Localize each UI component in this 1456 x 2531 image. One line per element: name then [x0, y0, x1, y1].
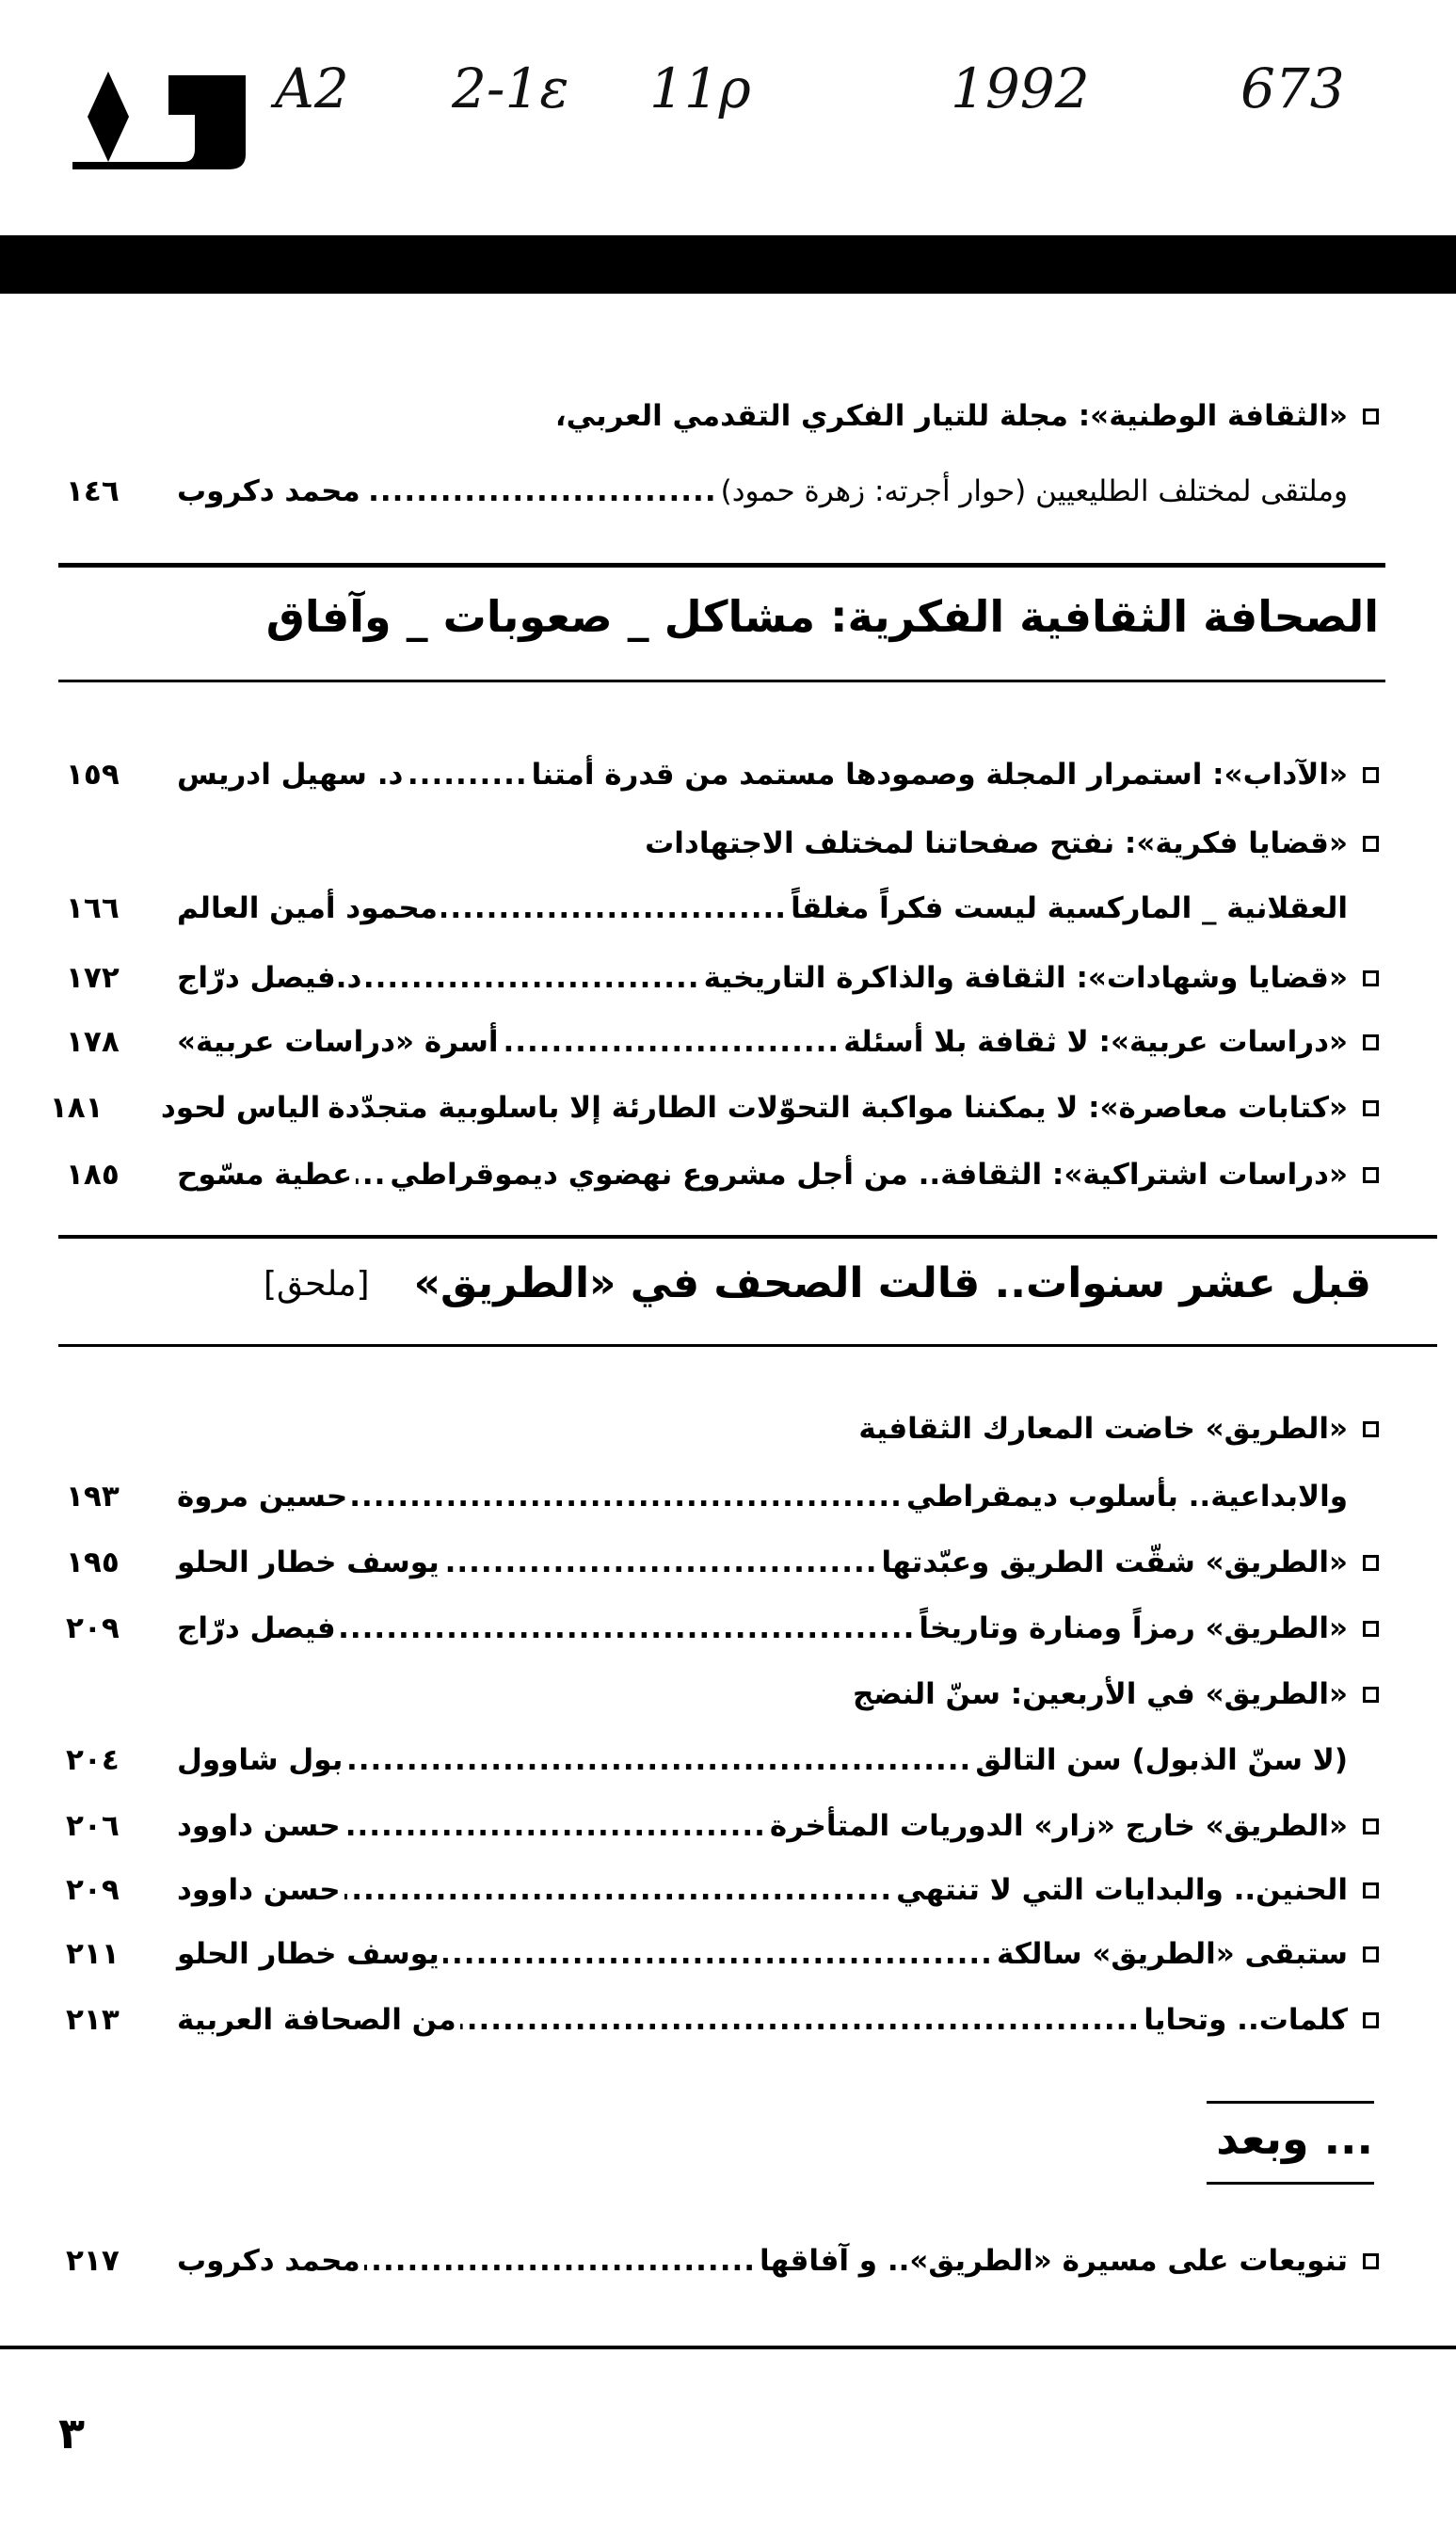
section-heading-press: الصحافة الثقافية الفكرية: مشاكل _ صعوبات _ وآفاق [265, 591, 1379, 642]
bullet-box-icon [1363, 408, 1379, 425]
entry-title: «الطريق» رمزاً ومنارة وتاريخاً [919, 1611, 1348, 1645]
toc-entry [66, 1862, 1379, 1918]
bullet-box-icon [1363, 1818, 1379, 1834]
entry-title: والابداعية.. بأسلوب ديمقراطي [905, 1480, 1348, 1514]
entry-author: محمد دكروب [177, 2244, 360, 2278]
leader-dots [443, 1546, 878, 1579]
entry-title: كلمات.. وتحايا [1144, 2003, 1348, 2037]
toc-entry-intro-line2 [66, 463, 1379, 520]
entry-title: «قضايا فكرية»: نفتح صفحاتنا لمختلف الاجتهادات [645, 826, 1348, 860]
bullet-box-icon [1363, 1882, 1379, 1898]
entry-page: ٢٠٦ [66, 1809, 120, 1843]
toc-entry [49, 1080, 1379, 1136]
entry-author: الياس لحود [160, 1091, 321, 1125]
handwritten-note-b: 2-1ε [452, 56, 569, 120]
entry-page: ٢٠٩ [66, 1873, 120, 1907]
handwritten-note-c: 11ρ [649, 56, 751, 120]
entry-title: العقلانية _ الماركسية ليست فكراً مغلقاً [791, 891, 1348, 925]
leader-dots [344, 1873, 893, 1907]
entry-author: محمود أمين العالم [177, 891, 438, 925]
section-rule [58, 1344, 1437, 1347]
entry-page: ١٤٦ [66, 474, 120, 508]
section-heading-afterword: ... وبعد [1216, 2113, 1373, 2164]
entry-author: د. سهيل ادريس [177, 758, 404, 792]
bullet-box-icon [1363, 1621, 1379, 1637]
entry-page: ١٧٨ [66, 1025, 120, 1059]
leader-dots [407, 758, 527, 792]
entry-title: «الطريق» شقّت الطريق وعبّدتها [881, 1546, 1348, 1579]
toc-entry [66, 1666, 1379, 1722]
entry-title: «الثقافة الوطنية»: مجلة للتيار الفكري التقدمي العربي، [554, 399, 1348, 433]
entry-page: ٢١١ [66, 1937, 120, 1971]
section-rule-short [1207, 2182, 1374, 2185]
entry-author: يوسف خطار الحلو [177, 1937, 440, 1971]
leader-dots [503, 1025, 840, 1059]
section-heading-ten-years: قبل عشر سنوات.. قالت الصحف في «الطريق» [413, 1259, 1371, 1307]
entry-title: (لا سنّ الذبول) سن التالق [975, 1743, 1348, 1777]
bullet-box-icon [1363, 1421, 1379, 1437]
handwritten-note-number: 673 [1240, 56, 1345, 120]
entry-page: ٢١٧ [66, 2244, 120, 2278]
entry-title: تنويعات على مسيرة «الطريق».. و آفاقها [760, 2244, 1348, 2278]
toc-entry [66, 1146, 1379, 1203]
entry-author: بول شاوول [177, 1743, 344, 1777]
entry-page: ١٨١ [49, 1091, 104, 1125]
appendix-label: [ملحق] [264, 1265, 370, 1304]
section-rule [58, 563, 1385, 568]
entry-page: ٢٠٩ [66, 1611, 120, 1645]
logo-mark-icon [71, 68, 249, 171]
toc-entry [66, 1468, 1379, 1525]
entry-title: «الطريق» خارج «زار» الدوريات المتأخرة [769, 1809, 1348, 1843]
entry-author: حسن داوود [177, 1809, 341, 1843]
header-black-band [0, 235, 1456, 294]
entry-title: «الآداب»: استمرار المجلة وصمودها مستمد من قدرة أمتنا [531, 758, 1348, 792]
entry-title: «الطريق» خاضت المعارك الثقافية [858, 1412, 1348, 1446]
page-number: ٣ [58, 2408, 86, 2459]
bullet-box-icon [1363, 767, 1379, 783]
bullet-box-icon [1363, 1034, 1379, 1050]
toc-entry [66, 815, 1379, 872]
toc-entry [66, 1401, 1379, 1457]
entry-author: أسرة «دراسات عربية» [177, 1025, 499, 1059]
bullet-box-icon [1363, 836, 1379, 852]
leader-dots [365, 961, 699, 995]
leader-dots [351, 1480, 903, 1514]
entry-title: ستبقى «الطريق» سالكة [996, 1937, 1348, 1971]
bullet-box-icon [1363, 2253, 1379, 2269]
publication-logo [71, 68, 249, 171]
entry-author: من الصحافة العربية [177, 2003, 456, 2037]
entry-page: ١٩٣ [66, 1480, 120, 1514]
entry-title: وملتقى لمختلف الطليعيين (حوار أجرته: زهرة حمود) [720, 474, 1348, 508]
toc-entry [66, 1014, 1379, 1070]
entry-author: د.فيصل درّاج [177, 961, 362, 995]
leader-dots [356, 1158, 386, 1192]
entry-page: ٢٠٤ [66, 1743, 120, 1777]
entry-title: «دراسات اشتراكية»: الثقافة.. من أجل مشروع نهضوي ديموقراطي [390, 1158, 1348, 1192]
entry-page: ١٩٥ [66, 1546, 120, 1579]
toc-entry [66, 1992, 1379, 2048]
entry-author: حسن داوود [177, 1873, 341, 1907]
leader-dots [364, 2244, 756, 2278]
entry-author: حسين مروة [177, 1480, 348, 1514]
toc-entry [66, 950, 1379, 1006]
leader-dots [340, 1611, 916, 1645]
entry-author: يوسف خطار الحلو [177, 1546, 440, 1579]
toc-entry [66, 746, 1379, 803]
handwritten-note-a: A2 [275, 56, 349, 120]
entry-page: ١٧٢ [66, 961, 120, 995]
entry-title: «كتابات معاصرة»: لا يمكننا مواكبة التحوّلات الطارئة إلا باسلوبية متجدّدة [328, 1091, 1348, 1125]
bullet-box-icon [1363, 1167, 1379, 1183]
toc-entry-intro-line1 [66, 388, 1379, 444]
toc-entry [66, 1600, 1379, 1657]
bullet-box-icon [1363, 1687, 1379, 1703]
toc-entry [66, 1732, 1379, 1788]
entry-page: ١٦٦ [66, 891, 120, 925]
entry-author: فيصل درّاج [177, 1611, 336, 1645]
bullet-box-icon [1363, 1946, 1379, 1962]
bullet-box-icon [1363, 1100, 1379, 1116]
entry-page: ١٨٥ [66, 1158, 120, 1192]
section-rule [58, 680, 1385, 682]
leader-dots [344, 1809, 766, 1843]
toc-entry [66, 1926, 1379, 1982]
entry-title: «قضايا وشهادات»: الثقافة والذاكرة التاريخية [703, 961, 1348, 995]
entry-page: ٢١٣ [66, 2003, 120, 2037]
toc-entry [66, 2233, 1379, 2289]
handwritten-note-year: 1992 [951, 56, 1090, 120]
toc-entry [66, 880, 1379, 937]
entry-title: «دراسات عربية»: لا ثقافة بلا أسئلة [843, 1025, 1348, 1059]
entry-title: «الطريق» في الأربعين: سنّ النضج [852, 1677, 1348, 1711]
leader-dots [460, 2003, 1141, 2037]
footer-rule [0, 2346, 1456, 2349]
bullet-box-icon [1363, 1555, 1379, 1571]
entry-author: عطية مسّوح [177, 1158, 353, 1192]
toc-entry [66, 1798, 1379, 1854]
entry-page: ١٥٩ [66, 758, 120, 792]
bullet-box-icon [1363, 2012, 1379, 2028]
section-rule-short [1207, 2101, 1374, 2104]
leader-dots [346, 1743, 971, 1777]
toc-entry [66, 1534, 1379, 1591]
bullet-box-icon [1363, 970, 1379, 986]
section-rule [58, 1235, 1437, 1239]
leader-dots [441, 891, 787, 925]
entry-author: محمد دكروب [177, 474, 360, 508]
leader-dots [443, 1937, 993, 1971]
entry-title: الحنين.. والبدايات التي لا تنتهي [896, 1873, 1348, 1907]
leader-dots [364, 474, 717, 508]
